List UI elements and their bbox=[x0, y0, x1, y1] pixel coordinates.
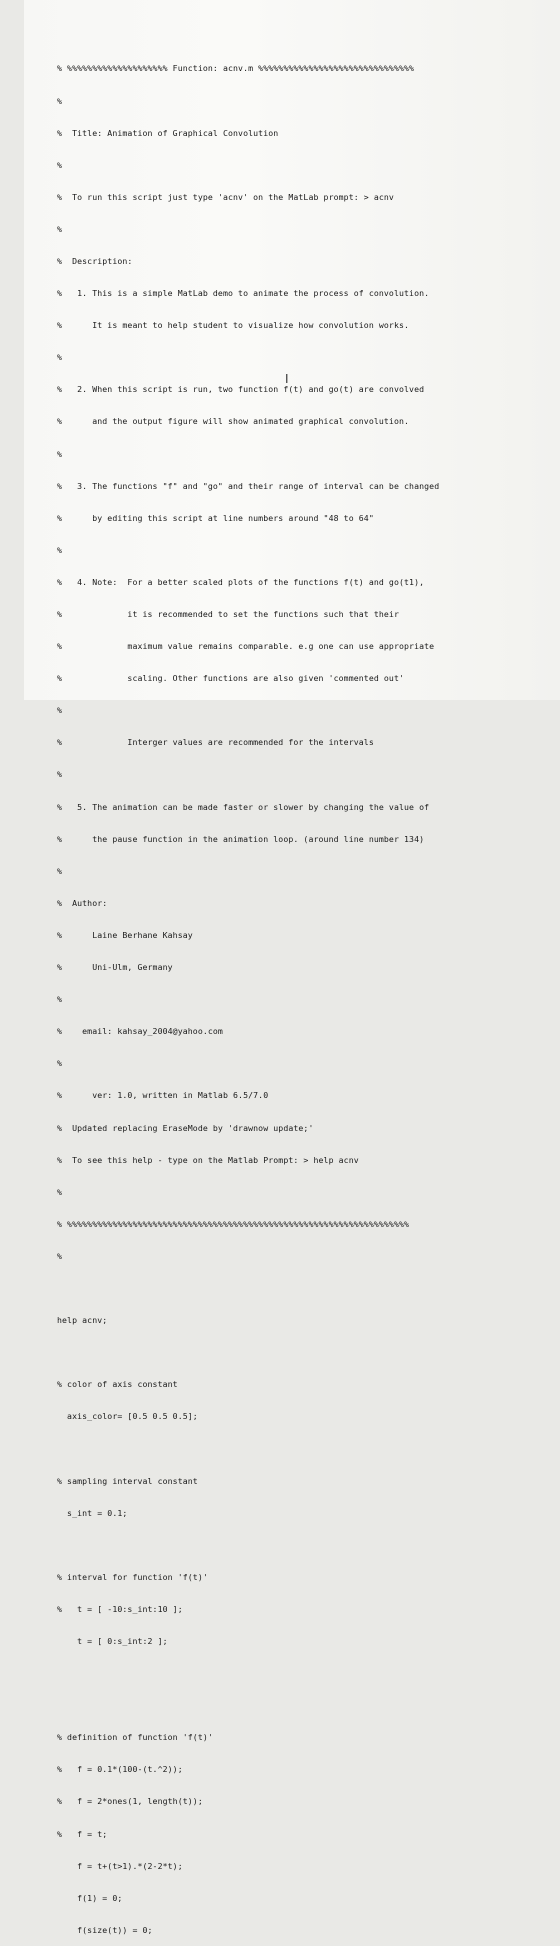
code-line-author-affiliation: % Uni-Ulm, Germany bbox=[57, 962, 173, 973]
code-line: % bbox=[57, 544, 63, 555]
code-line-description-heading: % Description: bbox=[57, 255, 133, 266]
code-line-version: % ver: 1.0, written in Matlab 6.5/7.0 bbox=[57, 1090, 269, 1101]
code-line-comment: % sampling interval constant bbox=[57, 1475, 198, 1486]
code-line-email: % email: kahsay_2004@yahoo.com bbox=[57, 1026, 223, 1037]
code-line-statement: f(1) = 0; bbox=[57, 1892, 123, 1903]
code-line-author-heading: % Author: bbox=[57, 897, 108, 908]
code-line bbox=[57, 1668, 527, 1679]
code-line: % maximum value remains comparable. e.g one can use appropriate bbox=[57, 641, 435, 652]
code-line: % it is recommended to set the functions such that their bbox=[57, 609, 399, 619]
code-line: % 2. When this script is run, two function f(t) and go(t) are convolved bbox=[57, 384, 425, 395]
code-line-commented-statement: % f = 2*ones(1, length(t)); bbox=[57, 1796, 203, 1807]
code-line-statement: s_int = 0.1; bbox=[57, 1507, 128, 1518]
code-line: % bbox=[57, 1250, 63, 1261]
code-line-run-instructions: % To run this script just type 'acnv' on the MatLab prompt: > acnv bbox=[57, 191, 394, 202]
code-line bbox=[57, 1283, 527, 1294]
code-line-comment: % definition of function 'f(t)' bbox=[57, 1732, 213, 1743]
code-line-title: % Title: Animation of Graphical Convolution bbox=[57, 127, 279, 138]
code-line bbox=[57, 1347, 527, 1358]
code-line: % bbox=[57, 159, 63, 170]
code-line: % It is meant to help student to visualize how convolution works. bbox=[57, 320, 410, 331]
code-line-footer-banner: % %%%%%%%%%%%%%%%%%%%%%%%%%%%%%%%%%%%%%%%%%%%%%%%%%%%%%%%%%%%%%%%%%%%% bbox=[57, 1218, 410, 1229]
code-line-statement: f(size(t)) = 0; bbox=[57, 1924, 153, 1935]
code-line-statement: f = t+(t>1).*(2-2*t); bbox=[57, 1860, 183, 1871]
code-line: % bbox=[57, 223, 63, 234]
code-line: % bbox=[57, 994, 63, 1005]
code-line: % 1. This is a simple MatLab demo to animate the process of convolution. bbox=[57, 288, 430, 299]
code-line: % bbox=[57, 1058, 63, 1069]
code-line: % bbox=[57, 705, 63, 716]
code-line-help-command: help acnv; bbox=[57, 1315, 108, 1326]
code-line-comment: % color of axis constant bbox=[57, 1379, 178, 1390]
code-line-update-note: % Updated replacing EraseMode by 'drawnow update;' bbox=[57, 1122, 314, 1133]
code-line: % by editing this script at line numbers around "48 to 64" bbox=[57, 512, 374, 523]
code-line-statement: t = [ 0:s_int:2 ]; bbox=[57, 1636, 168, 1646]
code-line: % bbox=[57, 769, 63, 780]
code-line: % bbox=[57, 352, 63, 363]
code-line-comment: % interval for function 'f(t)' bbox=[57, 1571, 208, 1582]
code-line: % Interger values are recommended for the intervals bbox=[57, 737, 374, 748]
code-line bbox=[57, 1700, 527, 1711]
code-line-header-banner: % %%%%%%%%%%%%%%%%%%%% Function: acnv.m %%%%%%%%%%%%%%%%%%%%%%%%%%%%%%% bbox=[57, 63, 415, 74]
text-cursor-icon: I bbox=[285, 372, 289, 386]
code-line: % bbox=[57, 95, 63, 106]
code-line-commented-statement: % t = [ -10:s_int:10 ]; bbox=[57, 1603, 183, 1614]
matlab-source-listing bbox=[57, 42, 527, 1946]
code-line: % 5. The animation can be made faster or slower by changing the value of bbox=[57, 801, 430, 812]
code-line: % bbox=[57, 865, 63, 876]
code-line bbox=[57, 1540, 527, 1551]
code-line: % bbox=[57, 1186, 63, 1197]
code-line: % bbox=[57, 448, 63, 459]
code-line-help-note: % To see this help - type on the Matlab Prompt: > help acnv bbox=[57, 1154, 359, 1165]
code-line: % 3. The functions "f" and "go" and their range of interval can be changed bbox=[57, 480, 440, 491]
code-line: % 4. Note: For a better scaled plots of the functions f(t) and go(t1), bbox=[57, 576, 425, 587]
code-line bbox=[57, 1443, 527, 1454]
code-line-statement: axis_color= [0.5 0.5 0.5]; bbox=[57, 1411, 198, 1422]
code-line: % and the output figure will show animated graphical convolution. bbox=[57, 416, 410, 427]
code-line-commented-statement: % f = t; bbox=[57, 1828, 108, 1839]
code-line-commented-statement: % f = 0.1*(100-(t.^2)); bbox=[57, 1764, 183, 1775]
code-line: % the pause function in the animation loop. (around line number 134) bbox=[57, 833, 425, 844]
code-line: % scaling. Other functions are also given 'commented out' bbox=[57, 673, 405, 684]
code-line-author-name: % Laine Berhane Kahsay bbox=[57, 929, 193, 940]
